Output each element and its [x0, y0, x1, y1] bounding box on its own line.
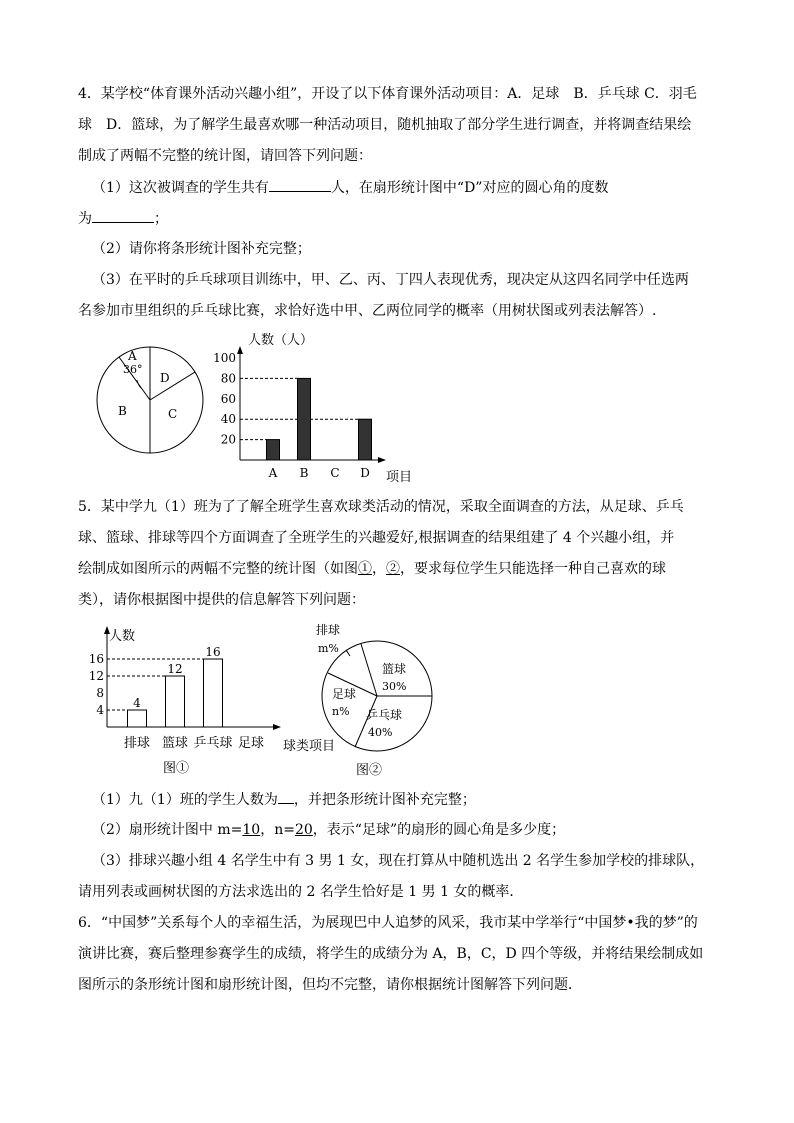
q5-bar-xaxis-arrow	[273, 724, 281, 730]
q4-part1-text-d: ；	[154, 211, 168, 227]
q4-part2: （2）请你将条形统计图补充完整；	[92, 241, 311, 257]
q4-bar-category-label: A	[268, 466, 278, 480]
q6-line2: 演讲比赛，赛后整理参赛学生的成绩，将学生的成绩分为 A，B，C，D 四个等级，并将结果绘制成如	[78, 946, 704, 962]
q4-part3-a: （3）在平时的乒乓球项目训练中，甲、乙、丙、丁四人表现优秀，现决定从这四名同学中任选两	[92, 272, 689, 288]
q4-bar-ytick-label: 40	[220, 412, 236, 427]
q5-bar-category-label: 篮球	[161, 736, 189, 751]
q5-bar-chart	[85, 622, 335, 782]
q4-part1	[92, 177, 608, 198]
pie-label-d: D	[160, 371, 170, 385]
q5-pie-volleyball-pct: m%	[318, 642, 339, 655]
q6-line3: 图所示的条形统计图和扇形统计图，但均不完整，请你根据统计图解答下列问题．	[78, 977, 582, 993]
q4-pie-chart	[90, 340, 210, 460]
q5-pie-pingpong-pct: 40%	[368, 726, 393, 739]
q4-part1-cont	[78, 208, 168, 229]
q4-bar-yaxis-arrow	[237, 346, 243, 354]
q5-bar-ytick-label: 4	[96, 703, 104, 717]
q5-bar-category-label: 足球	[237, 736, 265, 751]
q4-part3-b: 名参加市里组织的乒乓球比赛，求恰好选中甲、乙两位同学的概率（用树状图或列表法解答）.	[78, 303, 657, 319]
q5-line3	[78, 559, 666, 579]
q5-pie-chart	[310, 618, 445, 783]
q5-answer-n: 20	[294, 822, 313, 838]
q5-pie-leader	[346, 650, 350, 656]
q5-part1-text-a: （1）九（1）班的学生人数为	[92, 792, 278, 808]
q5-fig2-caption: 图②	[356, 763, 383, 778]
q4-line2: 球 D．篮球，为了解学生最喜欢哪一种活动项目，随机抽取了部分学生进行调查，并将调查结果绘	[78, 117, 692, 133]
q4-bar-chart	[213, 330, 430, 490]
q5-pie-basketball-pct: 30%	[382, 680, 407, 693]
q5-line3-b: ，	[372, 561, 386, 577]
pie-label-a: A	[128, 349, 137, 363]
q4-bar-category-label: D	[360, 466, 370, 480]
pie-label-b: B	[118, 404, 127, 418]
q5-bar-2	[166, 676, 185, 727]
q5-part1-text-b: ，并把条形统计图补充完整；	[293, 792, 476, 808]
q5-answer-m: 10	[242, 822, 261, 838]
q4-bar-ylabel: 人数（人）	[248, 333, 314, 348]
q5-part2-text-c: ，表示“足球”的扇形的圆心角是多少度；	[312, 822, 566, 838]
q4-part1-text-a: （1）这次被调查的学生共有	[92, 180, 269, 196]
q4-blank-total[interactable]	[269, 177, 331, 192]
q5-line3-c: ，要求每位学生只能选择一种自己喜欢的球	[400, 561, 666, 577]
q5-bar-ytick-label: 16	[88, 652, 104, 666]
q4-bar-xaxis-arrow	[378, 457, 386, 463]
q4-bar-ytick-label: 100	[213, 351, 236, 365]
q4-blank-angle[interactable]	[92, 208, 154, 223]
q5-part3-a: （3）排球兴趣小组 4 名学生中有 3 男 1 女，现在打算从中随机选出 2 名学生参加学校的排球队，	[92, 853, 705, 869]
pie-radius-d	[150, 372, 195, 400]
q5-pie-volleyball-label: 排球	[316, 623, 341, 637]
q5-bar-ylabel: 人数	[109, 629, 136, 644]
q5-bar-data-label: 12	[167, 662, 183, 676]
q4-part1-text-c: 为	[78, 211, 92, 227]
q5-line2: 球、篮球、排球等四个方面调查了全班学生的兴趣爱好,根据调查的结果组建了 4 个兴趣小组，并	[78, 530, 675, 546]
q5-part1	[92, 789, 476, 810]
q4-bar-B	[298, 378, 311, 460]
q5-bar-ytick-label: 8	[96, 686, 104, 700]
pie-label-angle: 36°	[123, 363, 143, 376]
q6-line1: 6．“中国梦”关系每个人的幸福生活，为展现巴中人追梦的风采，我市某中学举行“中国梦•我的梦”的	[78, 915, 698, 931]
q5-part3-b: 请用列表或画树状图的方法求选出的 2 名学生恰好是 1 男 1 女的概率．	[78, 884, 524, 900]
q4-bar-category-label: B	[299, 466, 309, 480]
q4-bar-ytick-label: 20	[220, 432, 236, 447]
q5-part2	[92, 820, 565, 840]
q5-bar-xlabel: 球类项目	[283, 739, 336, 754]
q5-pie-football-label: 足球	[332, 687, 357, 701]
q5-fig1-caption: 图①	[163, 761, 190, 776]
q5-bar-category-label: 排球	[123, 736, 151, 751]
q4-bar-ytick-label: 80	[220, 371, 236, 386]
q4-bar-A	[267, 440, 280, 460]
q5-bar-1	[128, 710, 147, 727]
q5-bar-ytick-label: 12	[88, 669, 104, 683]
q5-pie-basketball-label: 篮球	[382, 662, 407, 676]
q4-bar-D	[359, 419, 372, 460]
q4-bar-category-label: C	[330, 466, 340, 480]
q5-fig2-ref: ②	[386, 561, 400, 577]
q5-bar-data-label: 4	[133, 696, 141, 710]
q5-bar-3	[204, 659, 223, 727]
q4-line1: 4．某学校“体育课外活动兴趣小组”，开设了以下体育课外活动项目：A．足球 B．乒乓球 C．羽毛	[78, 86, 697, 102]
q5-blank-count[interactable]	[278, 789, 294, 804]
pie-label-c: C	[168, 407, 178, 421]
q4-part1-text-b: 人，在扇形统计图中“D”对应的圆心角的度数	[330, 180, 609, 196]
q5-bar-data-label: 16	[205, 645, 221, 659]
q5-fig1-ref: ①	[358, 561, 372, 577]
q5-bar-category-label: 乒乓球	[193, 736, 233, 751]
q5-part2-text-a: （2）扇形统计图中 m=	[92, 822, 243, 838]
q4-bar-xlabel: 项目	[386, 470, 413, 485]
q5-pie-football-pct: n%	[332, 705, 350, 718]
q4-line3: 制成了两幅不完整的统计图，请回答下列问题：	[78, 148, 372, 164]
q5-line4: 类），请你根据图中提供的信息解答下列问题：	[78, 592, 365, 608]
q5-line1: 5．某中学九（1）班为了了解全班学生喜欢球类活动的情况，采取全面调查的方法，从足球、乒乓	[78, 499, 684, 515]
q5-line3-a: 绘制成如图所示的两幅不完整的统计图（如图	[78, 561, 358, 577]
q4-bar-ytick-label: 60	[220, 391, 236, 406]
q5-pie-pingpong-label: 乒乓球	[366, 708, 403, 722]
q5-part2-text-b: ，n=	[260, 822, 295, 838]
q5-pie-radius-top	[361, 644, 377, 696]
